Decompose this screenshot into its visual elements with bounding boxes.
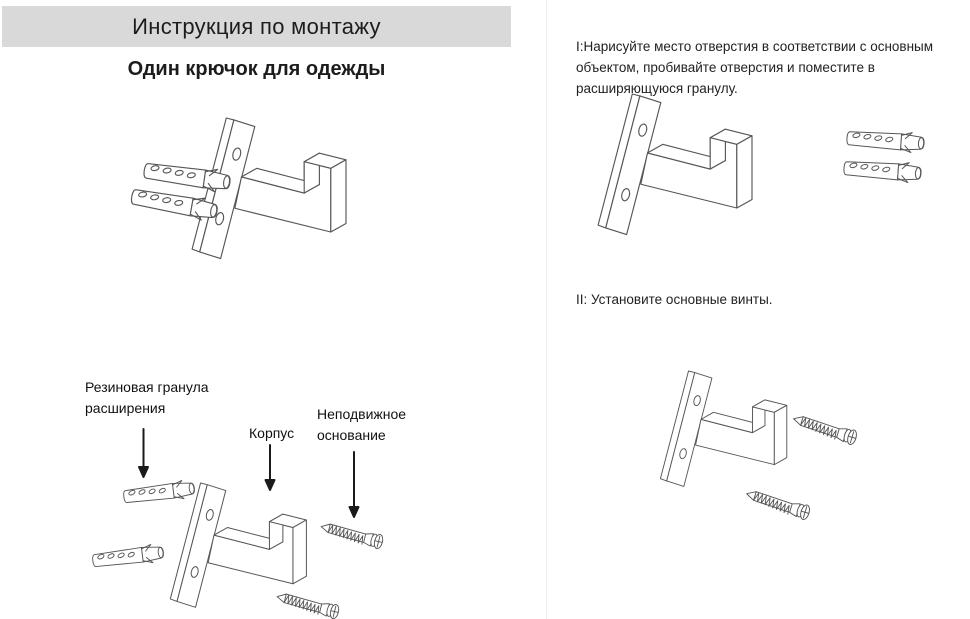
anchor-icon-step1-1	[846, 128, 924, 153]
hook-bracket-drawing-step1	[598, 94, 752, 235]
label-expansion-anchor: Резиновая гранула расширения	[85, 379, 209, 416]
anchor-icon-step1-2	[843, 158, 921, 183]
step-2-text: II: Установите основные винты.	[576, 292, 773, 307]
label-fixed-base: Неподвижное основание	[317, 406, 407, 443]
step-1-text: I:Нарисуйте место отверстия в соответствии с основным объектом, пробивайте отверстия и поместите в расширяющуюся гранулу.	[576, 39, 934, 96]
exploded-parts-drawing	[92, 429, 384, 619]
main-product-drawing	[130, 118, 346, 259]
hook-bracket-drawing-step2	[660, 371, 786, 486]
screw-icon-exploded-2	[275, 590, 340, 619]
screw-icon-exploded-1	[319, 520, 384, 549]
anchor-icon-exploded-1	[123, 479, 196, 506]
label-body: Корпус	[249, 425, 295, 441]
screw-icon-step2-1	[791, 412, 858, 445]
arrow-anchor-label	[139, 429, 148, 477]
hook-bracket-drawing-exploded	[170, 483, 306, 607]
anchor-icon-exploded-2	[92, 543, 165, 570]
arrow-body-label	[266, 445, 275, 490]
page-title: Инструкция по монтажу	[132, 13, 381, 39]
screw-icon-step2-2	[744, 487, 811, 520]
product-subtitle: Один крючок для одежды	[127, 58, 386, 80]
arrow-base-label	[350, 452, 359, 517]
step-1-drawing	[598, 94, 925, 235]
step-2-drawing	[660, 371, 858, 521]
anchor-icon-main-2	[130, 185, 219, 222]
